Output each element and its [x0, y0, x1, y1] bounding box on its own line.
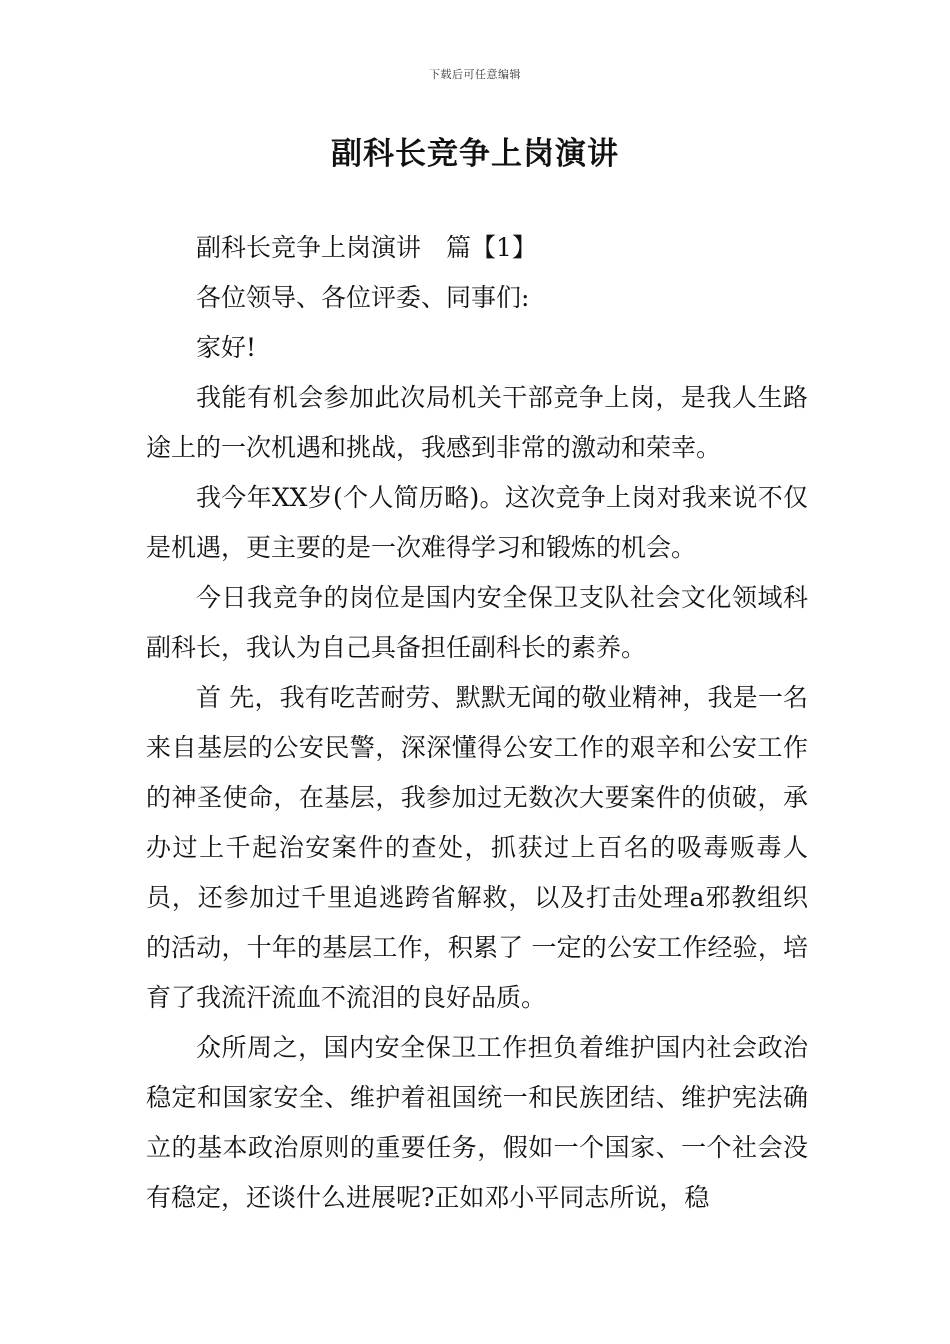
paragraph: 首 先，我有吃苦耐劳、默默无闻的敬业精神，我是一名来自基层的公安民警，深深懂得公安工作的艰辛和公安工作的神圣使命，在基层，我参加过无数次大要案件的侦破，承办过上千起治安案件的查处，抓获过上百名的吸毒贩毒人员，还参加过千里追逃跨省解救，以及打击处理a邪教组织的活动，十年的基层工作，积累了 一定的公安工作经验，培育了我流汗流血不流泪的良好品质。 — [146, 683, 808, 1012]
paragraph-section-heading: 副科长竞争上岗演讲 篇【1】 — [196, 233, 537, 262]
document-title: 副科长竞争上岗演讲 — [331, 136, 619, 172]
paragraph: 我能有机会参加此次局机关干部竞争上岗，是我人生路途上的一次机遇和挑战，我感到非常的激动和荣幸。 — [146, 383, 808, 462]
paragraph-salutation: 各位领导、各位评委、同事们: — [196, 283, 530, 312]
paragraph-greeting: 家好! — [196, 333, 257, 362]
document-body — [146, 223, 808, 1223]
header-note: 下载后可任意编辑 — [429, 68, 521, 81]
paragraph: 我今年XX岁(个人简历略)。这次竞争上岗对我来说不仅是机遇，更主要的是一次难得学习和锻炼的机会。 — [146, 483, 808, 562]
paragraph: 众所周之，国内安全保卫工作担负着维护国内社会政治稳定和国家安全、维护着祖国统一和民族团结、维护宪法确立的基本政治原则的重要任务，假如一个国家、一个社会没有稳定，还谈什么进展呢?正如邓小平同志所说，稳 — [146, 1033, 808, 1212]
paragraph: 今日我竞争的岗位是国内安全保卫支队社会文化领域科副科长，我认为自己具备担任副科长的素养。 — [146, 583, 808, 662]
